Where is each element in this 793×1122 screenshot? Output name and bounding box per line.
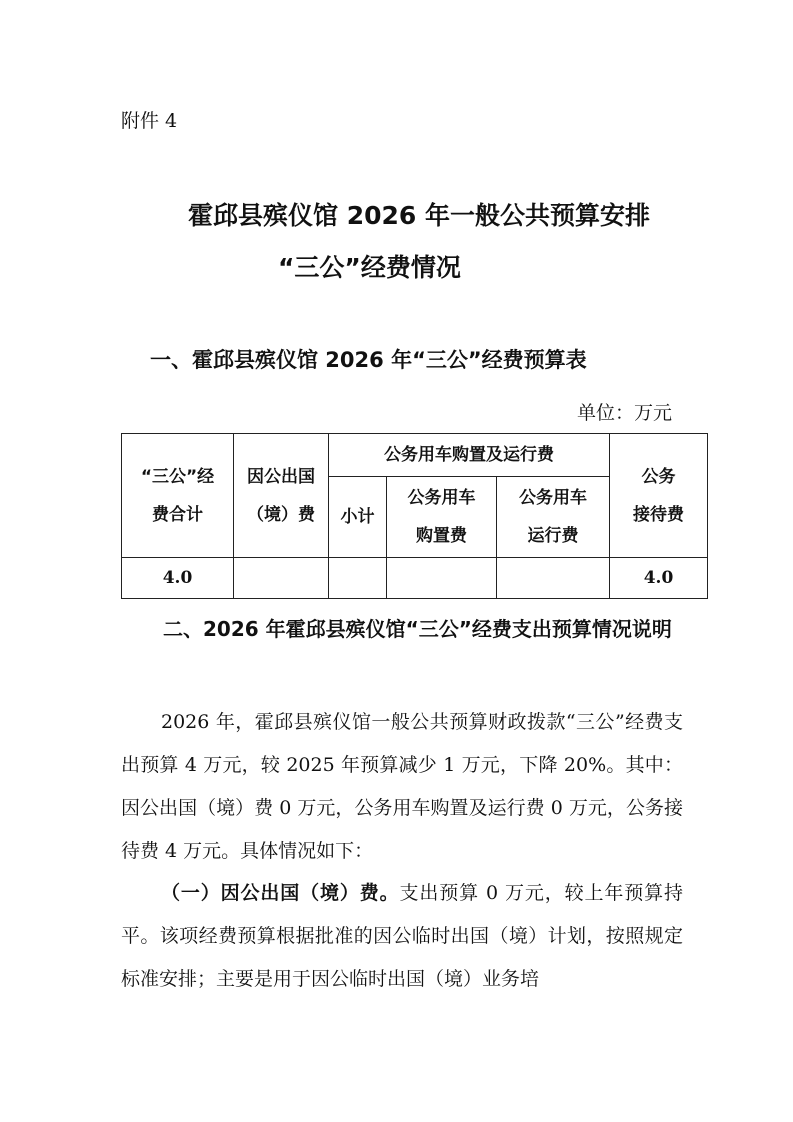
header-total	[122, 434, 234, 558]
cell-abroad	[234, 558, 329, 599]
section1-heading: 一、霍邱县殡仪馆 2026 年“三公”经费预算表	[150, 348, 587, 372]
header-purchase	[387, 477, 497, 558]
attachment-label: 附件 4	[121, 110, 178, 132]
paragraph-summary: 2026 年，霍邱县殡仪馆一般公共预算财政拨款“三公”经费支出预算 4 万元，较 2025 年预算减少 1 万元，下降 20%。其中：因公出国（境）费 0 万元，公务用车购置及运行费 0 万元，公务接待费 4 万元。具体情况如下：	[121, 711, 683, 862]
cell-operation	[497, 558, 610, 599]
header-reception-line1: 公务	[641, 466, 676, 487]
paragraph-abroad	[121, 872, 683, 1001]
section2-heading: 二、2026 年霍邱县殡仪馆“三公”经费支出预算情况说明	[163, 617, 672, 641]
table-header-row-1	[122, 434, 708, 477]
paragraph-abroad-body: 支出预算 0 万元，较上年预算持平。该项经费预算根据批准的因公临时出国（境）计划，按照规定标准安排；主要是用于因公临时出国（境）业务培	[121, 882, 683, 990]
cell-subtotal	[329, 558, 387, 599]
header-subtotal: 小计	[329, 477, 387, 558]
table-row	[122, 558, 708, 599]
header-operation-line1: 公务用车	[519, 488, 587, 508]
cell-reception: 4.0	[610, 558, 708, 599]
unit-label: 单位：万元	[576, 402, 672, 424]
header-reception	[610, 434, 708, 558]
budget-table	[121, 433, 708, 599]
header-operation	[497, 477, 610, 558]
document-title-line1: 霍邱县殡仪馆 2026 年一般公共预算安排	[188, 201, 650, 230]
document-title-line2: “三公”经费情况	[278, 253, 461, 282]
header-vehicle-group: 公务用车购置及运行费	[329, 434, 610, 477]
header-abroad-line1: 因公出国	[247, 466, 315, 487]
header-total-line1: “三公”经	[140, 466, 215, 487]
header-total-line2: 费合计	[152, 504, 203, 525]
cell-total: 4.0	[122, 558, 234, 599]
header-abroad	[234, 434, 329, 558]
header-purchase-line2: 购置费	[416, 526, 467, 546]
header-operation-line2: 运行费	[527, 526, 579, 546]
cell-purchase	[387, 558, 497, 599]
header-abroad-line2: （境）费	[247, 504, 315, 525]
header-reception-line2: 接待费	[633, 504, 684, 525]
paragraph-abroad-lead: （一）因公出国（境）费。	[161, 882, 400, 904]
header-purchase-line1: 公务用车	[407, 488, 476, 508]
